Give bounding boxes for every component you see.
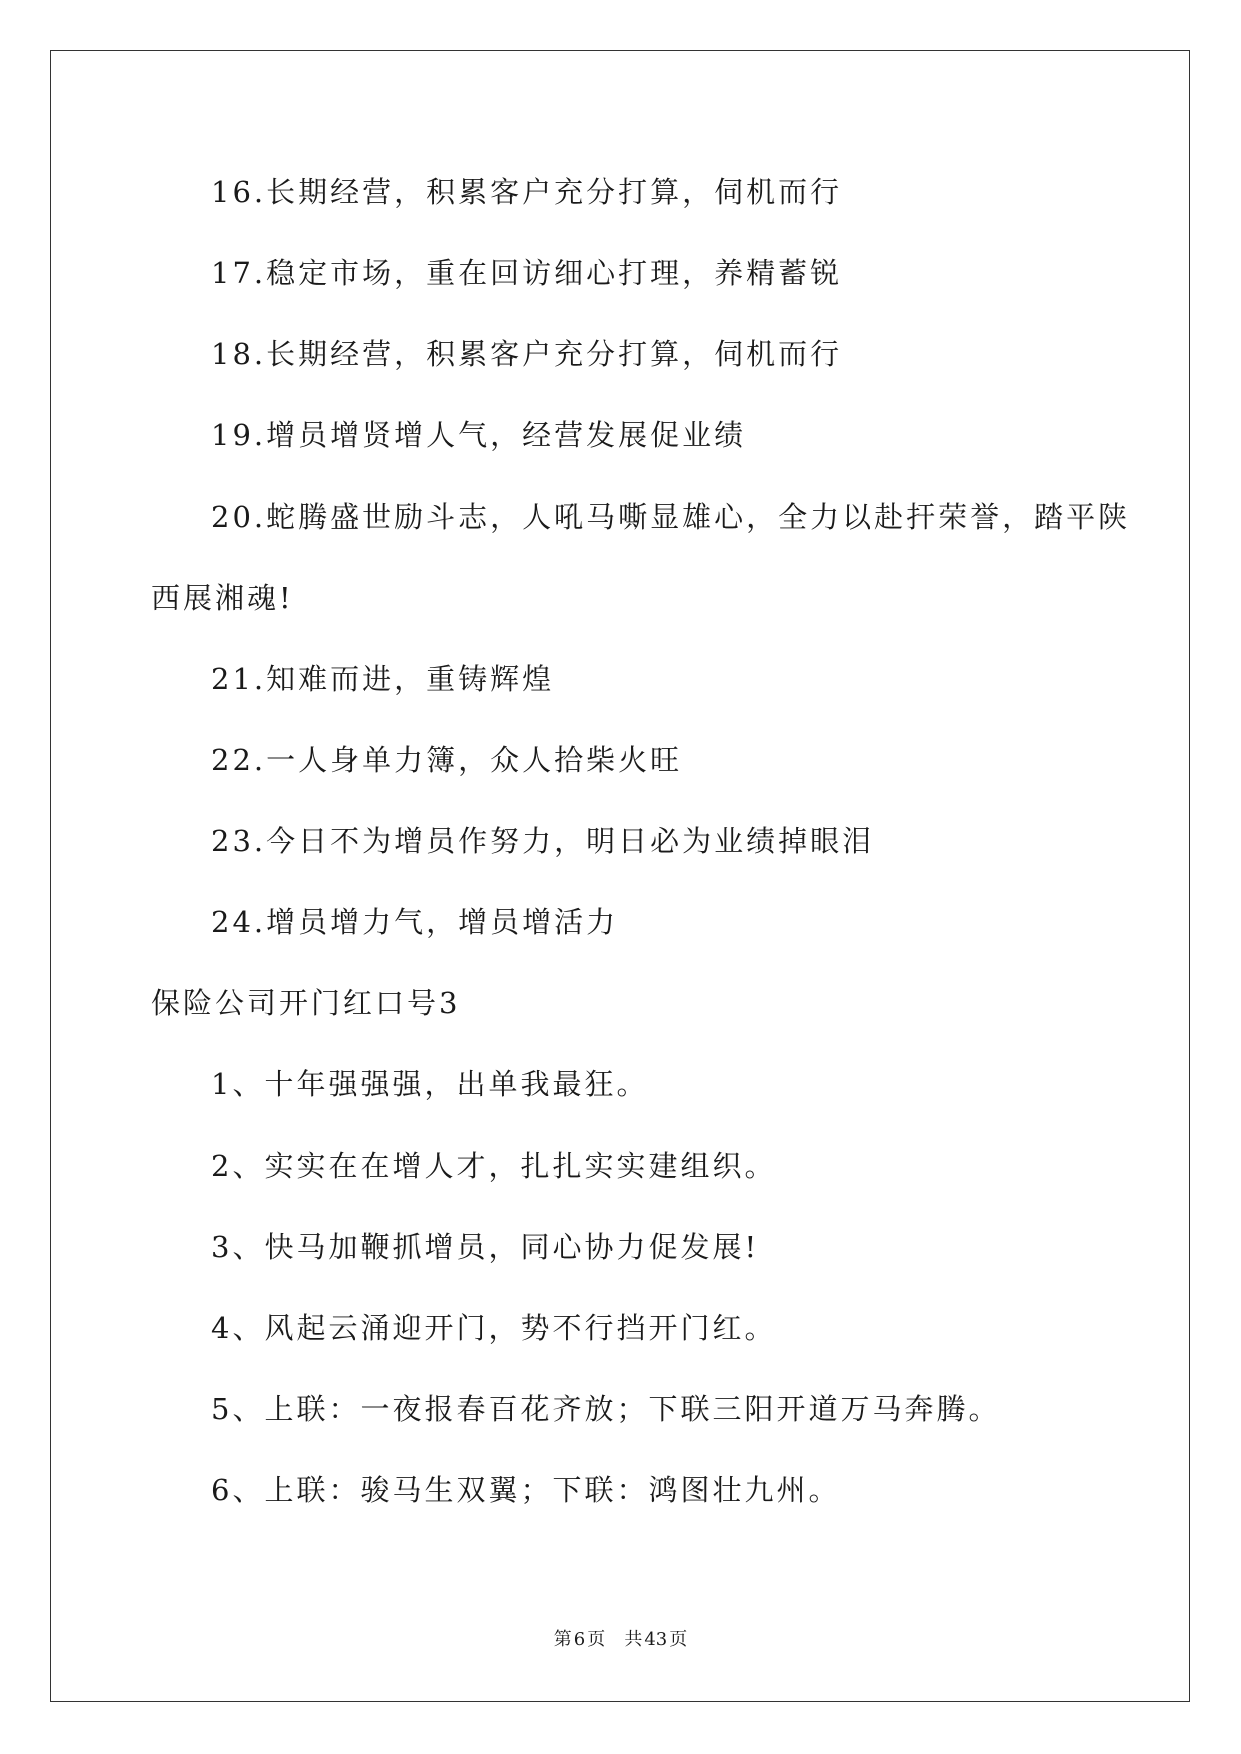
footer-page-number: 6: [573, 1629, 586, 1650]
text-line: 23.今日不为增员作努力，明日必为业绩掉眼泪: [211, 824, 875, 858]
text-line: 3、快马加鞭抓增员，同心协力促发展!: [211, 1230, 760, 1264]
page-border: [50, 50, 1190, 1702]
text-line: 6、上联：骏马生双翼；下联：鸿图壮九州。: [211, 1473, 841, 1507]
section-heading: 保险公司开门红口号3: [151, 986, 461, 1020]
text-line: 1、十年强强强，出单我最狂。: [211, 1067, 649, 1101]
footer-total-pages: 43: [644, 1629, 668, 1650]
text-line: 17.稳定市场，重在回访细心打理，养精蓄锐: [211, 256, 843, 290]
text-line: 24.增员增力气，增员增活力: [211, 905, 619, 939]
footer-prefix: 第: [553, 1629, 572, 1650]
text-line: 19.增员增贤增人气，经营发展促业绩: [211, 418, 747, 452]
text-line: 18.长期经营，积累客户充分打算，伺机而行: [211, 337, 843, 371]
text-line: 21.知难而进，重铸辉煌: [211, 662, 555, 696]
text-line: 20.蛇腾盛世励斗志，人吼马嘶显雄心，全力以赴扞荣誉，踏平陕: [211, 500, 1131, 534]
text-line: 16.长期经营，积累客户充分打算，伺机而行: [211, 175, 843, 209]
text-line: 5、上联：一夜报春百花齐放；下联三阳开道万马奔腾。: [211, 1392, 1001, 1426]
page-footer: [0, 1628, 1241, 1652]
footer-total-suffix: 页: [669, 1629, 688, 1650]
text-line: 22.一人身单力簿，众人拾柴火旺: [211, 743, 683, 777]
text-line: 2、实实在在增人才，扎扎实实建组织。: [211, 1149, 777, 1183]
text-line: 4、风起云涌迎开门，势不行挡开门红。: [211, 1311, 777, 1345]
footer-page-suffix: 页: [587, 1629, 606, 1650]
text-line: 西展湘魂!: [151, 581, 294, 615]
footer-total-prefix: 共: [624, 1629, 643, 1650]
